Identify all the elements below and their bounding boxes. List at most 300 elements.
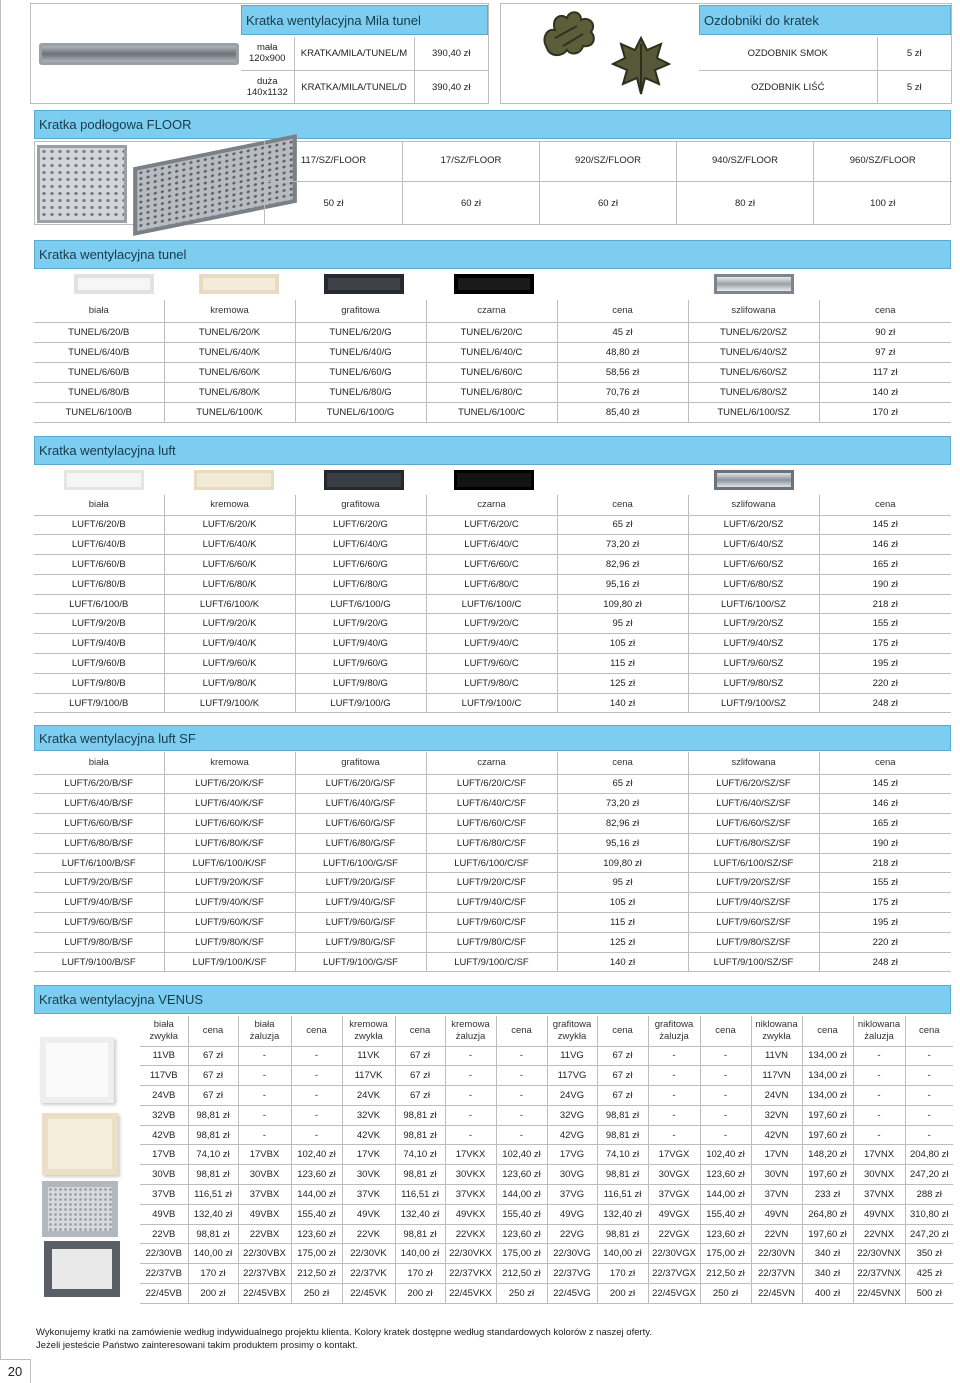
table-cell: LUFT/9/80/SZ/SF (688, 932, 819, 952)
mila-price: 390,40 zł (414, 37, 488, 70)
mila-section (30, 3, 489, 104)
floor-code: 920/SZ/FLOOR (540, 141, 677, 181)
table-cell: LUFT/6/80/K (164, 574, 295, 594)
table-cell: - (700, 1046, 751, 1066)
table-cell: LUFT/6/80/C/SF (426, 833, 557, 853)
table-cell: 212,50 zł (291, 1264, 342, 1284)
table-cell: 117VK (342, 1066, 395, 1086)
floor-price: 100 zł (870, 197, 896, 209)
table-cell: 22/37VK (342, 1264, 395, 1284)
table-cell: - (905, 1086, 953, 1106)
table-cell: 212,50 zł (700, 1264, 751, 1284)
table-cell: 67 zł (597, 1046, 648, 1066)
floor-code: 17/SZ/FLOOR (403, 141, 540, 181)
table-cell: LUFT/9/80/K (164, 673, 295, 693)
table-cell: 37VN (751, 1185, 802, 1205)
table-cell: LUFT/9/80/G (295, 673, 426, 693)
table-cell: TUNEL/6/40/G (295, 342, 426, 362)
mila-price: 390,40 zł (431, 81, 471, 93)
table-cell: 30VB (140, 1165, 188, 1185)
table-cell: 175,00 zł (700, 1244, 751, 1264)
table-cell: LUFT/6/80/G (295, 574, 426, 594)
footer-note (36, 1326, 652, 1352)
table-cell: LUFT/9/100/G (295, 693, 426, 713)
table-cell: 102,40 zł (700, 1145, 751, 1165)
table-cell: 105 zł (557, 893, 688, 913)
table-cell: TUNEL/6/100/B (34, 403, 164, 423)
table-cell: 123,60 zł (291, 1165, 342, 1185)
table-cell: 144,00 zł (496, 1185, 547, 1205)
table-cell: LUFT/6/80/SZ (688, 574, 819, 594)
table-cell: - (291, 1046, 342, 1066)
table-cell: 102,40 zł (496, 1145, 547, 1165)
luftsf-header-row (34, 752, 951, 774)
table-cell: TUNEL/6/20/SZ (688, 322, 819, 342)
table-cell: - (853, 1105, 905, 1125)
table-cell: TUNEL/6/20/K (164, 322, 295, 342)
table-cell: 140,00 zł (188, 1244, 238, 1264)
table-cell: 175 zł (819, 893, 951, 913)
table-cell: TUNEL/6/60/C (426, 362, 557, 382)
table-cell: TUNEL/6/60/SZ (688, 362, 819, 382)
mila-grate-image (39, 43, 239, 65)
table-cell: 197,60 zł (802, 1165, 853, 1185)
table-cell: LUFT/9/40/G/SF (295, 893, 426, 913)
table-cell: 32VB (140, 1105, 188, 1125)
table-cell: - (445, 1066, 496, 1086)
table-cell: - (445, 1086, 496, 1106)
table-cell: 123,60 zł (291, 1224, 342, 1244)
table-cell: - (238, 1046, 291, 1066)
table-cell: LUFT/6/100/K (164, 594, 295, 614)
table-cell: LUFT/6/20/SZ (688, 515, 819, 535)
table-cell: 155,40 zł (291, 1204, 342, 1224)
table-cell: LUFT/9/60/G (295, 654, 426, 674)
table-cell: 37VBX (238, 1185, 291, 1205)
luftsf-title: Kratka wentylacyjna luft SF (34, 725, 951, 751)
table-cell: 105 zł (557, 634, 688, 654)
table-row (34, 574, 951, 594)
table-cell: LUFT/6/20/B/SF (34, 774, 164, 794)
table-cell: - (496, 1086, 547, 1106)
tunel-white-image (74, 274, 154, 294)
venus-header-cell: cena (700, 1016, 751, 1046)
table-cell: 98,81 zł (597, 1105, 648, 1125)
table-row (34, 362, 951, 382)
table-row (140, 1284, 953, 1304)
table-cell: 49VBX (238, 1204, 291, 1224)
table-cell: LUFT/6/20/C/SF (426, 774, 557, 794)
ozdobniki-table (699, 37, 951, 104)
venus-table (140, 1016, 953, 1304)
footer-line-1: Wykonujemy kratki na zamówienie według indywidualnego projektu klienta. Kolory kratek dostępne według standardowych kolorów z naszej oferty. (36, 1327, 652, 1338)
table-cell: - (496, 1105, 547, 1125)
table-cell: - (445, 1046, 496, 1066)
table-cell: 82,96 zł (557, 814, 688, 834)
luft-white-image (64, 470, 144, 490)
table-cell: 115 zł (557, 913, 688, 933)
table-cell: 248 zł (819, 952, 951, 972)
table-cell: 98,81 zł (395, 1224, 445, 1244)
mila-size: duża 140x1132 (241, 70, 294, 104)
table-cell: LUFT/6/20/SZ/SF (688, 774, 819, 794)
table-cell: 264,80 zł (802, 1204, 853, 1224)
table-cell: 82,96 zł (557, 555, 688, 575)
luft-header-cell: cena (557, 495, 688, 515)
table-cell: 22/45VB (140, 1284, 188, 1304)
table-cell: LUFT/6/20/C (426, 515, 557, 535)
table-cell: LUFT/6/80/K/SF (164, 833, 295, 853)
table-cell: LUFT/9/20/B (34, 614, 164, 634)
tunel-header-cell: cena (557, 300, 688, 322)
table-cell: 90 zł (819, 322, 951, 342)
table-cell: 70,76 zł (557, 383, 688, 403)
table-cell: 37VGX (648, 1185, 700, 1205)
tunel-images (34, 270, 951, 300)
table-cell: 165 zł (819, 814, 951, 834)
table-cell: LUFT/9/40/SZ/SF (688, 893, 819, 913)
floor-grate-square-image (37, 145, 127, 223)
table-row (34, 853, 951, 873)
table-cell: LUFT/9/100/C/SF (426, 952, 557, 972)
table-row (34, 814, 951, 834)
table-cell: LUFT/9/100/K (164, 693, 295, 713)
table-cell: LUFT/9/40/K (164, 634, 295, 654)
table-cell: 32VG (547, 1105, 597, 1125)
table-cell: 17VB (140, 1145, 188, 1165)
ozdobniki-section (500, 3, 952, 104)
table-cell: LUFT/6/40/B/SF (34, 794, 164, 814)
table-cell: - (648, 1046, 700, 1066)
table-cell: 250 zł (700, 1284, 751, 1304)
table-cell: 220 zł (819, 673, 951, 693)
table-cell: 340 zł (802, 1264, 853, 1284)
table-cell: 197,60 zł (802, 1125, 853, 1145)
table-cell: 123,60 zł (700, 1224, 751, 1244)
table-row (34, 913, 951, 933)
luftsf-header-cell: czarna (426, 752, 557, 774)
table-cell: 200 zł (395, 1284, 445, 1304)
table-cell: 98,81 zł (188, 1224, 238, 1244)
table-cell: TUNEL/6/40/C (426, 342, 557, 362)
table-cell: - (853, 1125, 905, 1145)
tunel-polished-image (714, 274, 794, 294)
table-cell: 134,00 zł (802, 1066, 853, 1086)
table-cell: 134,00 zł (802, 1086, 853, 1106)
table-cell: 22/30VGX (648, 1244, 700, 1264)
luftsf-header-cell: szlifowana (688, 752, 819, 774)
venus-header-cell: biała zwykła (140, 1016, 188, 1046)
table-cell: LUFT/6/100/SZ/SF (688, 853, 819, 873)
table-cell: 22/30VK (342, 1244, 395, 1264)
table-cell: LUFT/6/60/K (164, 555, 295, 575)
table-cell: TUNEL/6/20/B (34, 322, 164, 342)
table-row (140, 1204, 953, 1224)
luft-header-cell: biała (34, 495, 164, 515)
table-row (34, 952, 951, 972)
venus-header-row (140, 1016, 953, 1046)
table-cell: - (445, 1125, 496, 1145)
table-cell: 115 zł (557, 654, 688, 674)
table-cell: LUFT/9/80/B (34, 673, 164, 693)
table-cell: LUFT/9/100/SZ (688, 693, 819, 713)
table-cell: - (905, 1125, 953, 1145)
table-cell: 37VK (342, 1185, 395, 1205)
table-cell: 247,20 zł (905, 1165, 953, 1185)
table-cell: - (648, 1066, 700, 1086)
table-cell: LUFT/6/20/K (164, 515, 295, 535)
table-cell: LUFT/6/60/C (426, 555, 557, 575)
venus-graphite-image (44, 1241, 120, 1297)
table-cell: 65 zł (557, 515, 688, 535)
table-cell: LUFT/9/40/B/SF (34, 893, 164, 913)
table-cell: 37VKX (445, 1185, 496, 1205)
table-row (34, 535, 951, 555)
table-cell: 85,40 zł (557, 403, 688, 423)
table-cell: 98,81 zł (597, 1224, 648, 1244)
venus-nickel-image (42, 1181, 118, 1237)
table-cell: TUNEL/6/20/C (426, 322, 557, 342)
table-cell: TUNEL/6/80/B (34, 383, 164, 403)
table-cell: LUFT/9/100/K/SF (164, 952, 295, 972)
tunel-graphite-image (324, 274, 404, 294)
table-cell: 22/37VG (547, 1264, 597, 1284)
table-cell: 67 zł (395, 1086, 445, 1106)
table-cell: TUNEL/6/80/K (164, 383, 295, 403)
table-cell: LUFT/9/20/B/SF (34, 873, 164, 893)
table-cell: TUNEL/6/80/SZ (688, 383, 819, 403)
table-row (34, 403, 951, 423)
table-cell: 22/37VNX (853, 1264, 905, 1284)
table-cell: 22VGX (648, 1224, 700, 1244)
mila-table (241, 37, 488, 104)
table-cell: 42VG (547, 1125, 597, 1145)
table-cell: 123,60 zł (700, 1165, 751, 1185)
luft-table (34, 495, 951, 713)
luft-header-cell: grafitowa (295, 495, 426, 515)
luft-black-image (454, 470, 534, 490)
table-cell: LUFT/9/40/G (295, 634, 426, 654)
table-cell: 145 zł (819, 515, 951, 535)
luft-graphite-image (324, 470, 404, 490)
table-cell: 218 zł (819, 594, 951, 614)
luftsf-header-cell: kremowa (164, 752, 295, 774)
luft-header-cell: szlifowana (688, 495, 819, 515)
table-cell: LUFT/9/20/G (295, 614, 426, 634)
table-cell: - (496, 1125, 547, 1145)
table-cell: LUFT/6/40/G/SF (295, 794, 426, 814)
table-cell: 65 zł (557, 774, 688, 794)
table-cell: 212,50 zł (496, 1264, 547, 1284)
luftsf-header-cell: biała (34, 752, 164, 774)
table-cell: 17VGX (648, 1145, 700, 1165)
tunel-black-image (454, 274, 534, 294)
table-cell: 145 zł (819, 774, 951, 794)
table-cell: LUFT/9/60/K (164, 654, 295, 674)
table-cell: 67 zł (395, 1046, 445, 1066)
table-cell: LUFT/9/60/SZ (688, 654, 819, 674)
table-cell: 73,20 zł (557, 794, 688, 814)
ozdobnik-price: 5 zł (877, 37, 951, 70)
table-cell: LUFT/6/100/G/SF (295, 853, 426, 873)
table-row (34, 383, 951, 403)
table-cell: 95,16 zł (557, 574, 688, 594)
table-cell: 30VK (342, 1165, 395, 1185)
table-cell: 32VN (751, 1105, 802, 1125)
table-cell: LUFT/6/40/SZ/SF (688, 794, 819, 814)
table-cell: - (700, 1086, 751, 1106)
table-cell: 97 zł (819, 342, 951, 362)
floor-table (264, 141, 952, 225)
table-cell: 73,20 zł (557, 535, 688, 555)
table-cell: 98,81 zł (395, 1165, 445, 1185)
table-cell: 218 zł (819, 853, 951, 873)
table-cell: LUFT/6/80/B (34, 574, 164, 594)
table-row (140, 1125, 953, 1145)
table-cell: 32VK (342, 1105, 395, 1125)
floor-code: 117/SZ/FLOOR (265, 141, 403, 181)
mila-code: KRATKA/MILA/TUNEL/M (294, 37, 414, 70)
table-cell: 67 zł (597, 1086, 648, 1106)
table-cell: 49VNX (853, 1204, 905, 1224)
table-cell: 247,20 zł (905, 1224, 953, 1244)
table-row (140, 1264, 953, 1284)
table-cell: 49VN (751, 1204, 802, 1224)
table-cell: 175,00 zł (496, 1244, 547, 1264)
table-row (140, 1046, 953, 1066)
table-cell: 116,51 zł (188, 1185, 238, 1205)
table-cell: - (291, 1086, 342, 1106)
table-cell: 95 zł (557, 873, 688, 893)
table-cell: 17VKX (445, 1145, 496, 1165)
venus-header-cell: kremowa żaluzja (445, 1016, 496, 1046)
table-cell: LUFT/9/100/C (426, 693, 557, 713)
table-cell: 170 zł (819, 403, 951, 423)
luft-header-cell: kremowa (164, 495, 295, 515)
table-cell: - (648, 1086, 700, 1106)
table-cell: LUFT/9/60/G/SF (295, 913, 426, 933)
table-cell: 288 zł (905, 1185, 953, 1205)
table-cell: LUFT/6/40/C/SF (426, 794, 557, 814)
table-cell: - (853, 1066, 905, 1086)
table-cell: 125 zł (557, 932, 688, 952)
table-cell: 204,80 zł (905, 1145, 953, 1165)
table-cell: LUFT/6/80/C (426, 574, 557, 594)
table-cell: - (853, 1086, 905, 1106)
table-cell: 49VB (140, 1204, 188, 1224)
table-cell: 310,80 zł (905, 1204, 953, 1224)
table-cell: LUFT/9/80/B/SF (34, 932, 164, 952)
table-cell: 11VG (547, 1046, 597, 1066)
table-cell: 117 zł (819, 362, 951, 382)
table-cell: - (648, 1125, 700, 1145)
table-cell: 22/45VG (547, 1284, 597, 1304)
page-number: 20 (0, 1359, 31, 1383)
table-cell: TUNEL/6/100/K (164, 403, 295, 423)
table-cell: 30VGX (648, 1165, 700, 1185)
table-cell: 17VK (342, 1145, 395, 1165)
table-cell: 67 zł (188, 1046, 238, 1066)
table-cell: 37VB (140, 1185, 188, 1205)
table-cell: 140,00 zł (395, 1244, 445, 1264)
table-cell: 102,40 zł (291, 1145, 342, 1165)
table-row (34, 774, 951, 794)
table-cell: 74,10 zł (188, 1145, 238, 1165)
venus-header-cell: cena (802, 1016, 853, 1046)
table-cell: 148,20 zł (802, 1145, 853, 1165)
table-cell: 155 zł (819, 873, 951, 893)
table-cell: - (700, 1066, 751, 1086)
table-cell: 24VB (140, 1086, 188, 1106)
table-cell: - (496, 1066, 547, 1086)
table-cell: 11VN (751, 1046, 802, 1066)
venus-header-cell: grafitowa żaluzja (648, 1016, 700, 1046)
table-cell: LUFT/6/60/C/SF (426, 814, 557, 834)
tunel-cream-image (199, 274, 279, 294)
venus-header-cell: cena (597, 1016, 648, 1046)
table-cell: LUFT/6/60/G/SF (295, 814, 426, 834)
table-cell: LUFT/6/100/SZ (688, 594, 819, 614)
table-cell: 98,81 zł (188, 1165, 238, 1185)
venus-white-image (40, 1037, 114, 1103)
luftsf-header-cell: grafitowa (295, 752, 426, 774)
table-cell: 117VB (140, 1066, 188, 1086)
table-cell: LUFT/6/60/K/SF (164, 814, 295, 834)
table-cell: 140 zł (557, 693, 688, 713)
venus-header-cell: cena (905, 1016, 953, 1046)
table-cell: 117VN (751, 1066, 802, 1086)
table-cell: 67 zł (188, 1066, 238, 1086)
table-cell: TUNEL/6/60/K (164, 362, 295, 382)
table-cell: TUNEL/6/100/SZ (688, 403, 819, 423)
table-cell: 132,40 zł (395, 1204, 445, 1224)
table-cell: - (238, 1086, 291, 1106)
table-cell: TUNEL/6/40/B (34, 342, 164, 362)
table-cell: 22VKX (445, 1224, 496, 1244)
table-cell: 116,51 zł (395, 1185, 445, 1205)
table-cell: 22/45VK (342, 1284, 395, 1304)
table-cell: LUFT/9/40/K/SF (164, 893, 295, 913)
table-cell: 140 zł (819, 383, 951, 403)
table-cell: 132,40 zł (597, 1204, 648, 1224)
table-cell: LUFT/9/80/C (426, 673, 557, 693)
table-cell: 98,81 zł (597, 1125, 648, 1145)
table-row (34, 693, 951, 713)
table-cell: 190 zł (819, 574, 951, 594)
table-row (140, 1224, 953, 1244)
table-row (34, 634, 951, 654)
table-cell: LUFT/9/80/K/SF (164, 932, 295, 952)
venus-images (34, 1015, 140, 1305)
table-cell: TUNEL/6/100/G (295, 403, 426, 423)
table-cell: 22VB (140, 1224, 188, 1244)
ozdobniki-title: Ozdobniki do kratek (699, 5, 951, 35)
table-cell: 49VK (342, 1204, 395, 1224)
table-cell: 22/45VBX (238, 1284, 291, 1304)
luftsf-header-cell: cena (819, 752, 951, 774)
table-cell: TUNEL/6/80/C (426, 383, 557, 403)
mila-title: Kratka wentylacyjna Mila tunel (241, 5, 488, 35)
table-cell: 117VG (547, 1066, 597, 1086)
table-cell: LUFT/6/40/K (164, 535, 295, 555)
table-cell: 22VBX (238, 1224, 291, 1244)
table-cell: LUFT/6/60/SZ/SF (688, 814, 819, 834)
table-cell: 24VK (342, 1086, 395, 1106)
table-row (34, 654, 951, 674)
table-cell: - (700, 1105, 751, 1125)
table-cell: 22/30VKX (445, 1244, 496, 1264)
ozdobnik-name: OZDOBNIK LIŚĆ (699, 70, 877, 104)
